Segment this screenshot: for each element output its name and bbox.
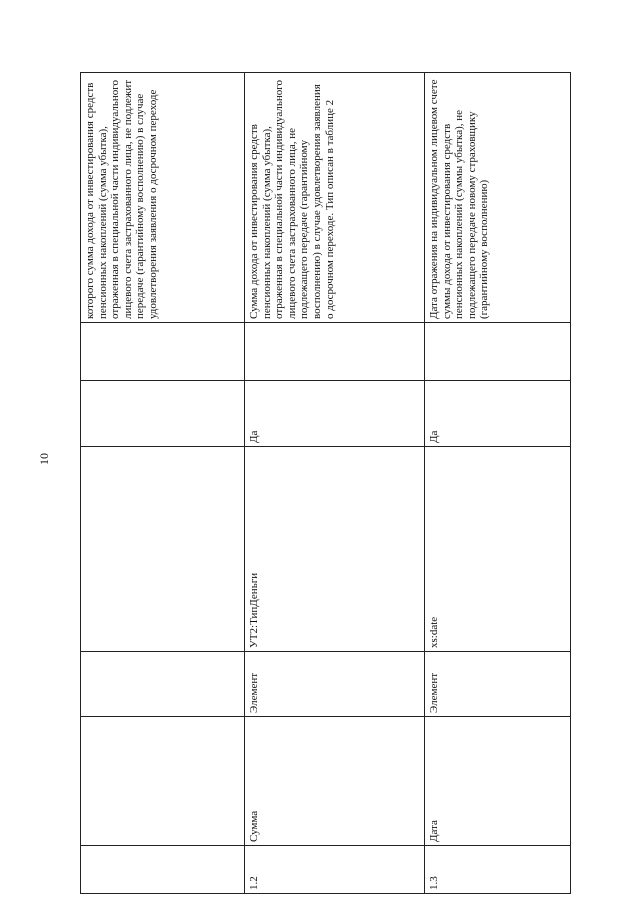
cell-format <box>81 447 245 652</box>
cell-number <box>81 846 245 894</box>
cell-type <box>81 652 245 717</box>
cell-name: Сумма <box>245 717 425 846</box>
cell-extra <box>425 323 571 381</box>
cell-name: Дата <box>425 717 571 846</box>
cell-format: УТ2:ТипДеньги <box>245 447 425 652</box>
cell-format: xs:date <box>425 447 571 652</box>
table-row <box>81 73 245 894</box>
cell-number: 1.3 <box>425 846 571 894</box>
cell-extra <box>245 323 425 381</box>
table-container <box>80 73 570 894</box>
cell-number: 1.2 <box>245 846 425 894</box>
cell-description: Дата отражения на индивидуальном лицевом счете суммы дохода от инвестирования средств пенсионных накоплений (суммы убытка), не подлежащего передаче новому страховщику (гарантийному восполнению) <box>425 73 571 323</box>
cell-description: которого сумма дохода от инвестирования средств пенсионных накоплений (сумма убытка), отраженная в специальной части индивидуального лицевого счета застрахованного лица, не подлежит передаче (гарантийному восполнению) в случае удовлетворения заявления о досрочном переходе <box>81 73 245 323</box>
cell-description: Сумма дохода от инвестирования средств пенсионных накоплений (сумма убытка), отраженная в специальной части индивидуального лицевого счета застрахованного лица, не подлежащего передаче (гарантийному восполнению) в случае удовлетворения заявления о досрочном переходе. Тип описан в таблице 2 <box>245 73 425 323</box>
cell-type: Элемент <box>425 652 571 717</box>
cell-name <box>81 717 245 846</box>
cell-required <box>81 381 245 447</box>
cell-required: Да <box>245 381 425 447</box>
table-row <box>245 73 425 894</box>
cell-required: Да <box>425 381 571 447</box>
cell-type: Элемент <box>245 652 425 717</box>
page-number: 10 <box>37 453 51 465</box>
table-row <box>425 73 571 894</box>
cell-extra <box>81 323 245 381</box>
elements-table <box>80 72 571 894</box>
